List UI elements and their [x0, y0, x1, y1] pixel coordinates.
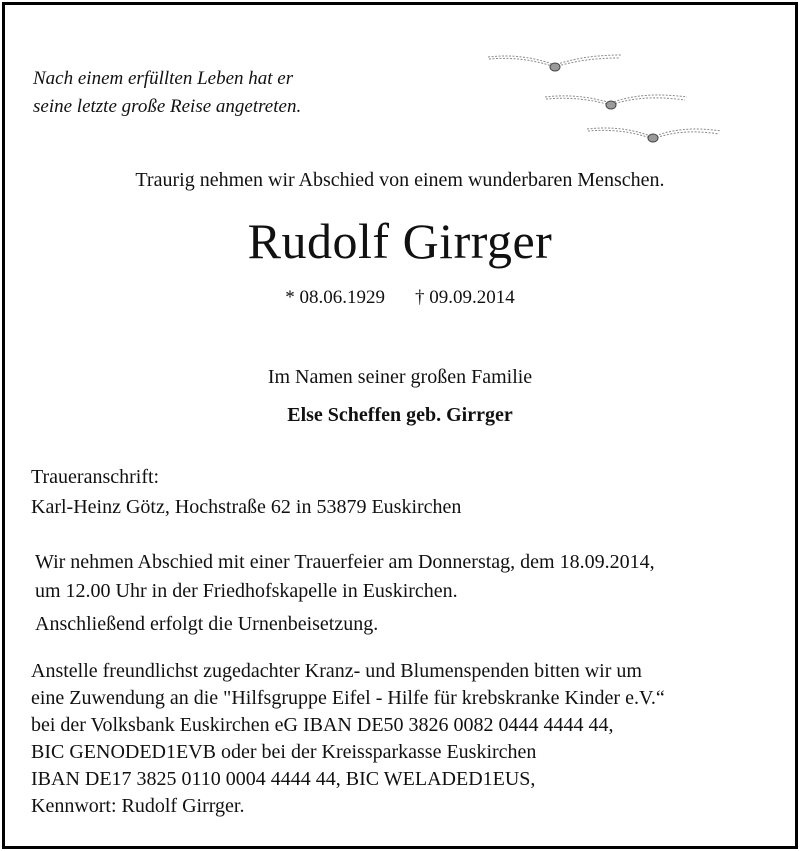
deceased-name: Rudolf Girrger — [247, 213, 553, 269]
life-dates — [5, 287, 795, 309]
mourning-address — [31, 462, 461, 522]
mourner-name: Else Scheffen geb. Girrger — [287, 404, 513, 426]
address-label: Traueranschrift: — [31, 466, 160, 488]
motto-line: seine letzte große Reise angetreten. — [33, 96, 302, 117]
motto-line: Nach einem erfüllten Leben hat er — [33, 68, 294, 89]
bird-body-icon — [550, 63, 560, 71]
donation-line: IBAN DE17 3825 0110 0004 4444 44, BIC WELADED1EUS, — [31, 768, 536, 790]
bird-body-icon — [606, 101, 616, 109]
donation-line: Kennwort: Rudolf Girrger. — [31, 795, 245, 817]
service-info — [35, 548, 655, 639]
service-line: Wir nehmen Abschied mit einer Trauerfeier am Donnerstag, dem 18.09.2014, — [35, 551, 655, 573]
bird-body-icon — [648, 134, 658, 142]
intro-text: Traurig nehmen wir Abschied von einem wunderbaren Menschen. — [135, 169, 665, 191]
burial-note: Anschließend erfolgt die Urnenbeisetzung. — [35, 613, 379, 635]
obituary-notice — [2, 2, 798, 849]
motto — [33, 65, 301, 121]
donation-line: Anstelle freundlichst zugedachter Kranz- und Blumenspenden bitten wir um — [31, 660, 642, 682]
donation-request — [31, 658, 665, 820]
service-line: um 12.00 Uhr in der Friedhofskapelle in Euskirchen. — [35, 580, 458, 602]
donation-line: BIC GENODED1EVB oder bei der Kreissparkasse Euskirchen — [31, 741, 537, 763]
donation-line: eine Zuwendung an die "Hilfsgruppe Eifel - Hilfe für krebskranke Kinder e.V.“ — [31, 687, 665, 709]
donation-line: bei der Volksbank Euskirchen eG IBAN DE50 3826 0082 0444 4444 44, — [31, 714, 614, 736]
address-value: Karl-Heinz Götz, Hochstraße 62 in 53879 Euskirchen — [31, 496, 462, 518]
birth-date: * 08.06.1929 — [285, 287, 385, 308]
flying-birds-icon — [483, 45, 723, 145]
family-intro: Im Namen seiner großen Familie — [267, 366, 533, 388]
death-date: † 09.09.2014 — [415, 287, 515, 308]
